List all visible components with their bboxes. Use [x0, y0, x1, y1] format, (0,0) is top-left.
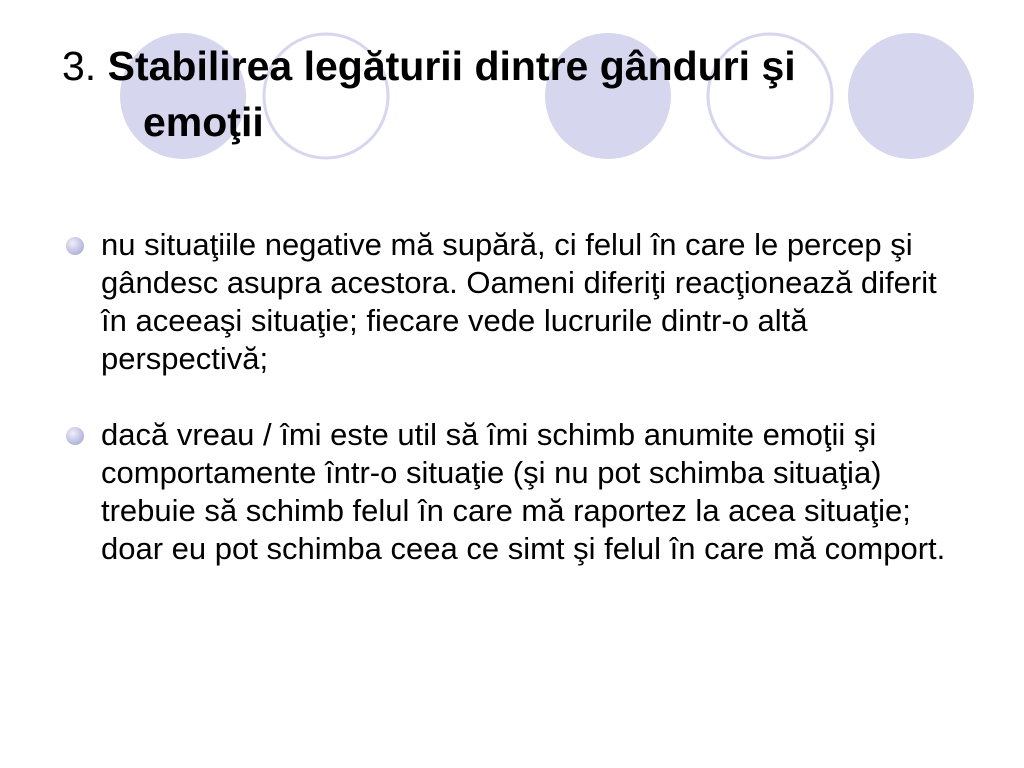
- bullet-item: [66, 416, 966, 568]
- bullet-list: [66, 226, 966, 606]
- slide-title: [62, 38, 962, 150]
- title-line-2: emoţii: [143, 99, 264, 145]
- bullet-text: dacă vreau / îmi este util să îmi schimb anumite emoţii şi comportamente într-o situaţie (şi nu pot schimba situaţia) trebuie să schimb felul în care mă raportez la acea situaţie; doar eu pot schimba ceea ce simt şi felul în care mă comport.: [101, 417, 946, 566]
- title-number: 3.: [62, 43, 97, 89]
- title-line-1: Stabilirea legăturii dintre gânduri şi: [107, 43, 796, 89]
- bullet-text: nu situaţiile negative mă supără, ci felul în care le percep şi gândesc asupra acestora. Oameni diferiţi reacţionează diferit în aceeaşi situaţie; fiecare vede lucrurile dintr-o altă perspectivă;: [101, 227, 937, 376]
- circle-bullet-icon: [66, 237, 84, 255]
- bullet-item: [66, 226, 966, 378]
- circle-bullet-icon: [66, 427, 84, 445]
